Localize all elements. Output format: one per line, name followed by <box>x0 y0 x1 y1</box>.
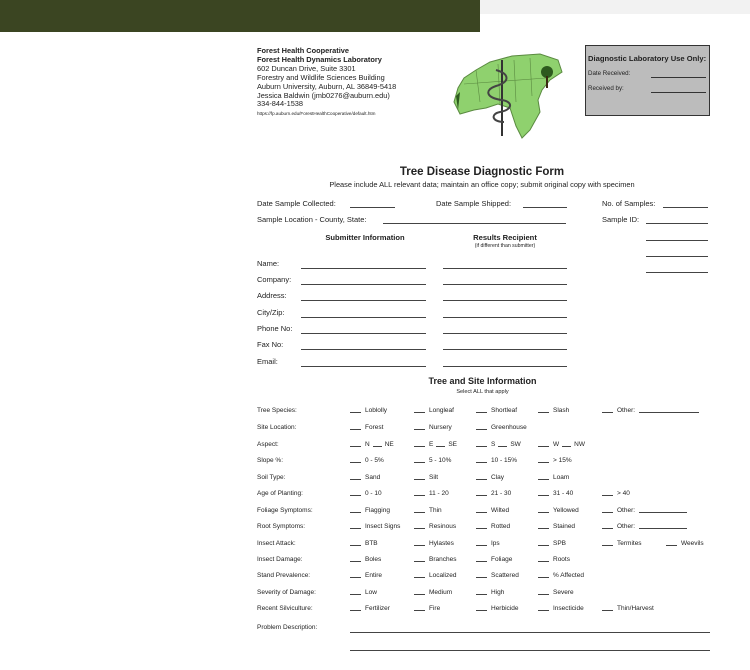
option-label: Insecticide <box>553 605 584 612</box>
date-shipped-label: Date Sample Shipped: <box>436 199 512 208</box>
option-label: SW <box>510 441 521 448</box>
location-field[interactable] <box>383 223 566 224</box>
option-label: Loam <box>553 474 570 481</box>
option-label: NE <box>384 441 394 448</box>
recipient-input[interactable] <box>443 333 567 334</box>
date-received-label: Date Received: <box>588 70 631 77</box>
option-blank[interactable] <box>538 561 549 562</box>
option-label: Termites <box>617 540 642 547</box>
option-checkbox[interactable] <box>414 507 442 514</box>
submitter-input[interactable] <box>301 349 426 350</box>
option-blank[interactable] <box>538 594 549 595</box>
submitter-field-label: Email: <box>257 357 278 366</box>
submitter-field-label: Fax No: <box>257 340 284 349</box>
option-checkbox[interactable] <box>414 572 456 579</box>
option-blank[interactable] <box>476 479 487 480</box>
option-checkbox[interactable] <box>414 605 440 612</box>
option-checkbox[interactable] <box>538 572 584 579</box>
org-name: Forest Health Cooperative <box>257 46 349 55</box>
option-label: S <box>491 441 496 448</box>
option-blank[interactable] <box>350 610 361 611</box>
option-checkbox[interactable] <box>414 457 451 464</box>
option-label: Roots <box>553 556 570 563</box>
option-blank[interactable] <box>476 412 487 413</box>
tree-site-row-label: Site Location: <box>257 424 297 431</box>
option-checkbox[interactable] <box>476 424 527 431</box>
option-blank[interactable] <box>498 446 507 447</box>
submitter-input[interactable] <box>301 317 426 318</box>
option-blank[interactable] <box>414 545 425 546</box>
option-checkbox[interactable] <box>538 540 566 547</box>
option-label: Other: <box>617 523 636 530</box>
option-label: 11 - 20 <box>429 490 449 497</box>
tree-site-row-label: Age of Planting: <box>257 490 303 497</box>
sample-id-field[interactable] <box>646 240 708 241</box>
submitter-field-label: Name: <box>257 259 280 268</box>
option-label: Silt <box>429 474 439 481</box>
option-checkbox[interactable] <box>602 605 654 612</box>
option-label: Yellowed <box>553 507 579 514</box>
option-checkbox[interactable] <box>538 441 585 448</box>
option-label: BTB <box>365 540 378 547</box>
option-blank[interactable] <box>538 577 549 578</box>
address-line: Auburn University, Auburn, AL 36849-5418 <box>257 81 397 91</box>
tree-site-row-label: Recent Silviculture: <box>257 605 313 612</box>
option-blank[interactable] <box>476 429 487 430</box>
option-label: Entire <box>365 572 382 579</box>
form-subtitle: Please include ALL relevant data; maintain an office copy; submit original copy with specimen <box>329 180 635 189</box>
option-checkbox[interactable] <box>414 589 452 596</box>
tree-site-row-label: Aspect: <box>257 441 279 448</box>
other-text-field[interactable] <box>639 512 687 513</box>
option-label: Severe <box>553 589 574 596</box>
option-blank[interactable] <box>602 610 613 611</box>
option-blank[interactable] <box>414 495 425 496</box>
option-checkbox[interactable] <box>414 441 457 448</box>
option-checkbox[interactable] <box>476 605 518 612</box>
recipient-input[interactable] <box>443 349 567 350</box>
option-checkbox[interactable] <box>476 457 517 464</box>
header-address <box>257 47 396 118</box>
option-blank[interactable] <box>373 446 382 447</box>
option-label: Low <box>365 589 377 596</box>
option-blank[interactable] <box>414 446 425 447</box>
recipient-note: (if different than submitter) <box>474 243 536 249</box>
option-checkbox[interactable] <box>476 441 521 448</box>
option-label: Thin/Harvest <box>617 605 654 612</box>
option-blank[interactable] <box>350 429 361 430</box>
option-checkbox[interactable] <box>538 556 570 563</box>
sample-id-field[interactable] <box>646 223 708 224</box>
tree-site-subheading: Select ALL that apply <box>456 389 509 395</box>
option-blank[interactable] <box>414 594 425 595</box>
date-shipped-field[interactable] <box>523 207 567 208</box>
option-blank[interactable] <box>476 495 487 496</box>
option-label: 31 - 40 <box>553 490 574 497</box>
option-label: Herbicide <box>491 605 519 612</box>
option-checkbox[interactable] <box>350 424 383 431</box>
option-checkbox[interactable] <box>476 523 510 530</box>
option-checkbox[interactable] <box>538 523 575 530</box>
submitter-input[interactable] <box>301 284 426 285</box>
option-blank[interactable] <box>538 495 549 496</box>
received-by-line[interactable] <box>651 92 706 93</box>
option-checkbox[interactable] <box>414 407 454 414</box>
option-checkbox[interactable] <box>602 490 630 497</box>
option-blank[interactable] <box>602 545 613 546</box>
option-checkbox[interactable] <box>414 523 456 530</box>
option-blank[interactable] <box>538 512 549 513</box>
option-blank[interactable] <box>538 446 549 447</box>
option-blank[interactable] <box>476 561 487 562</box>
option-checkbox[interactable] <box>666 540 704 547</box>
option-blank[interactable] <box>538 479 549 480</box>
option-blank[interactable] <box>350 512 361 513</box>
date-collected-field[interactable] <box>350 207 395 208</box>
submitter-input[interactable] <box>301 333 426 334</box>
option-checkbox[interactable] <box>538 407 569 414</box>
address-line: 602 Duncan Drive, Suite 3301 <box>257 63 356 73</box>
submitter-field-label: Phone No: <box>257 324 293 333</box>
date-collected-label: Date Sample Collected: <box>257 199 336 208</box>
received-by-label: Received by: <box>588 85 624 92</box>
sample-id-label: Sample ID: <box>602 215 640 224</box>
submitter-input[interactable] <box>301 366 426 367</box>
option-blank[interactable] <box>476 594 487 595</box>
option-blank[interactable] <box>414 429 425 430</box>
option-label: SPB <box>553 540 567 547</box>
option-blank[interactable] <box>350 561 361 562</box>
option-label: % Affected <box>553 572 584 579</box>
option-blank[interactable] <box>538 610 549 611</box>
option-checkbox[interactable] <box>350 457 384 464</box>
recipient-input[interactable] <box>443 284 567 285</box>
option-blank[interactable] <box>414 462 425 463</box>
option-checkbox[interactable] <box>476 507 509 514</box>
phone-line: 334-844-1538 <box>257 99 304 109</box>
option-blank[interactable] <box>414 610 425 611</box>
option-checkbox[interactable] <box>538 457 572 464</box>
option-label: Nursery <box>429 424 452 431</box>
option-blank[interactable] <box>602 528 613 529</box>
option-checkbox[interactable] <box>414 490 449 497</box>
option-label: Fire <box>429 605 441 612</box>
option-label: Loblolly <box>365 407 388 414</box>
option-label: Fertilizer <box>365 605 390 612</box>
contact-line: Jessica Baldwin (jmb0276@auburn.edu) <box>257 90 390 100</box>
option-checkbox[interactable] <box>538 605 584 612</box>
option-label: Longleaf <box>429 407 454 414</box>
option-label: W <box>553 441 560 448</box>
option-checkbox[interactable] <box>602 407 699 414</box>
option-blank[interactable] <box>666 545 677 546</box>
option-blank[interactable] <box>476 446 487 447</box>
option-blank[interactable] <box>538 462 549 463</box>
option-label: Branches <box>429 556 457 563</box>
option-checkbox[interactable] <box>602 523 687 530</box>
option-checkbox[interactable] <box>414 556 456 563</box>
option-checkbox[interactable] <box>602 540 642 547</box>
address-line: Forestry and Wildlife Sciences Building <box>257 72 385 82</box>
option-blank[interactable] <box>350 545 361 546</box>
option-checkbox[interactable] <box>476 556 512 563</box>
option-blank[interactable] <box>476 462 487 463</box>
option-blank[interactable] <box>476 512 487 513</box>
option-checkbox[interactable] <box>538 490 573 497</box>
option-label: Boles <box>365 556 382 563</box>
option-label: N <box>365 441 370 448</box>
option-label: SE <box>448 441 458 448</box>
option-blank[interactable] <box>414 577 425 578</box>
other-text-field[interactable] <box>639 412 699 413</box>
option-checkbox[interactable] <box>350 441 394 448</box>
option-label: Rotted <box>491 523 511 530</box>
southeast-us-map-logo <box>450 50 565 142</box>
option-label: NW <box>574 441 585 448</box>
option-label: Shortleaf <box>491 407 518 414</box>
option-blank[interactable] <box>350 594 361 595</box>
toolbar-strip <box>480 0 750 14</box>
sample-id-field[interactable] <box>646 256 708 257</box>
option-label: 21 - 30 <box>491 490 512 497</box>
option-checkbox[interactable] <box>414 424 452 431</box>
option-blank[interactable] <box>602 412 613 413</box>
submitter-input[interactable] <box>301 300 426 301</box>
location-label: Sample Location - County, State: <box>257 215 367 224</box>
tree-site-row-label: Root Symptoms: <box>257 523 306 530</box>
tree-site-row-label: Tree Species: <box>257 407 297 414</box>
option-label: Ips <box>491 540 500 547</box>
option-label: E <box>429 441 434 448</box>
option-blank[interactable] <box>350 479 361 480</box>
tree-site-row-label: Problem Description: <box>257 624 318 631</box>
submitter-field-label: Address: <box>257 291 287 300</box>
option-checkbox[interactable] <box>602 507 687 514</box>
option-checkbox[interactable] <box>476 474 504 481</box>
other-text-field[interactable] <box>639 528 687 529</box>
option-blank[interactable] <box>414 512 425 513</box>
option-blank[interactable] <box>476 577 487 578</box>
option-blank[interactable] <box>602 495 613 496</box>
recipient-input[interactable] <box>443 366 567 367</box>
option-checkbox[interactable] <box>476 490 511 497</box>
option-blank[interactable] <box>414 479 425 480</box>
option-blank[interactable] <box>476 610 487 611</box>
option-blank[interactable] <box>350 577 361 578</box>
option-label: 0 - 10 <box>365 490 382 497</box>
tree-site-row-label: Foliage Symptoms: <box>257 507 313 514</box>
option-checkbox[interactable] <box>414 474 438 481</box>
option-label: Foliage <box>491 556 513 563</box>
option-blank[interactable] <box>476 545 487 546</box>
option-checkbox[interactable] <box>476 572 519 579</box>
form-title: Tree Disease Diagnostic Form <box>399 166 565 178</box>
submitter-field-label: Company: <box>257 275 292 284</box>
option-checkbox[interactable] <box>538 507 579 514</box>
option-label: Slash <box>553 407 570 414</box>
option-label: Weevils <box>681 540 704 547</box>
lab-box-title: Diagnostic Laboratory Use Only: <box>588 54 707 63</box>
num-samples-field[interactable] <box>663 207 708 208</box>
option-blank[interactable] <box>476 528 487 529</box>
option-blank[interactable] <box>350 412 361 413</box>
option-label: Flagging <box>365 507 390 514</box>
option-checkbox[interactable] <box>350 474 380 481</box>
option-blank[interactable] <box>414 412 425 413</box>
option-blank[interactable] <box>538 412 549 413</box>
option-label: Clay <box>491 474 505 481</box>
submitter-input[interactable] <box>301 268 426 269</box>
received-by-row <box>588 85 709 100</box>
recipient-input[interactable] <box>443 317 567 318</box>
recipient-input[interactable] <box>443 268 567 269</box>
recipient-input[interactable] <box>443 300 567 301</box>
option-label: High <box>491 589 505 596</box>
option-label: Medium <box>429 589 453 596</box>
date-received-row <box>588 70 709 85</box>
option-label: Thin <box>429 507 442 514</box>
tree-site-row-label: Insect Damage: <box>257 556 303 563</box>
lab-name: Forest Health Dynamics Laboratory <box>257 54 382 64</box>
option-label: 10 - 15% <box>491 457 518 464</box>
option-checkbox[interactable] <box>350 572 382 579</box>
submitter-field-label: City/Zip: <box>257 308 285 317</box>
submitter-heading: Submitter Information <box>325 233 405 242</box>
option-label: Sand <box>365 474 381 481</box>
option-label: > 40 <box>617 490 630 497</box>
option-checkbox[interactable] <box>350 507 390 514</box>
option-label: Wilted <box>491 507 510 514</box>
website-link[interactable]: https://fp.auburn.edu/ForestHealthCooperative/default.htm <box>257 111 376 117</box>
option-blank[interactable] <box>436 446 445 447</box>
option-checkbox[interactable] <box>538 589 574 596</box>
option-checkbox[interactable] <box>350 556 381 563</box>
option-label: Hylastes <box>429 540 454 547</box>
tree-site-heading: Tree and Site Information <box>428 376 537 386</box>
option-label: Greenhouse <box>491 424 527 431</box>
option-checkbox[interactable] <box>476 589 504 596</box>
option-label: Scattered <box>491 572 519 579</box>
tree-site-row-label: Stand Prevalence: <box>257 572 311 579</box>
num-samples-label: No. of Samples: <box>602 199 656 208</box>
option-label: Insect Signs <box>365 523 401 530</box>
option-blank[interactable] <box>562 446 571 447</box>
option-blank[interactable] <box>414 561 425 562</box>
option-blank[interactable] <box>350 462 361 463</box>
tree-site-row-label: Severity of Damage: <box>257 589 316 596</box>
lab-use-only-box <box>585 45 710 116</box>
option-blank[interactable] <box>350 446 361 447</box>
option-checkbox[interactable] <box>476 540 500 547</box>
option-blank[interactable] <box>350 528 361 529</box>
option-label: Resinous <box>429 523 457 530</box>
date-received-line[interactable] <box>651 77 706 78</box>
option-blank[interactable] <box>414 528 425 529</box>
top-banner <box>0 0 480 32</box>
tree-site-row-label: Slope %: <box>257 457 284 464</box>
option-blank[interactable] <box>538 528 549 529</box>
tree-site-row-label: Soil Type: <box>257 474 286 481</box>
option-blank[interactable] <box>538 545 549 546</box>
option-checkbox[interactable] <box>476 407 517 414</box>
problem-description-line[interactable] <box>350 650 710 651</box>
option-label: 5 - 10% <box>429 457 452 464</box>
recipient-heading: Results Recipient <box>473 233 537 242</box>
tree-site-row-label: Insect Attack: <box>257 540 296 547</box>
option-checkbox[interactable] <box>350 490 382 497</box>
option-label: Forest <box>365 424 384 431</box>
option-label: Localized <box>429 572 457 579</box>
option-checkbox[interactable] <box>350 540 378 547</box>
option-blank[interactable] <box>350 495 361 496</box>
sample-id-field[interactable] <box>646 272 708 273</box>
option-label: Stained <box>553 523 576 530</box>
option-label: Other: <box>617 407 636 414</box>
option-checkbox[interactable] <box>350 589 377 596</box>
option-checkbox[interactable] <box>350 605 390 612</box>
option-blank[interactable] <box>602 512 613 513</box>
option-checkbox[interactable] <box>538 474 569 481</box>
problem-description-line[interactable] <box>350 632 710 633</box>
option-label: > 15% <box>553 457 572 464</box>
option-label: 0 - 5% <box>365 457 384 464</box>
option-checkbox[interactable] <box>414 540 454 547</box>
option-label: Other: <box>617 507 636 514</box>
option-checkbox[interactable] <box>350 523 400 530</box>
option-checkbox[interactable] <box>350 407 387 414</box>
